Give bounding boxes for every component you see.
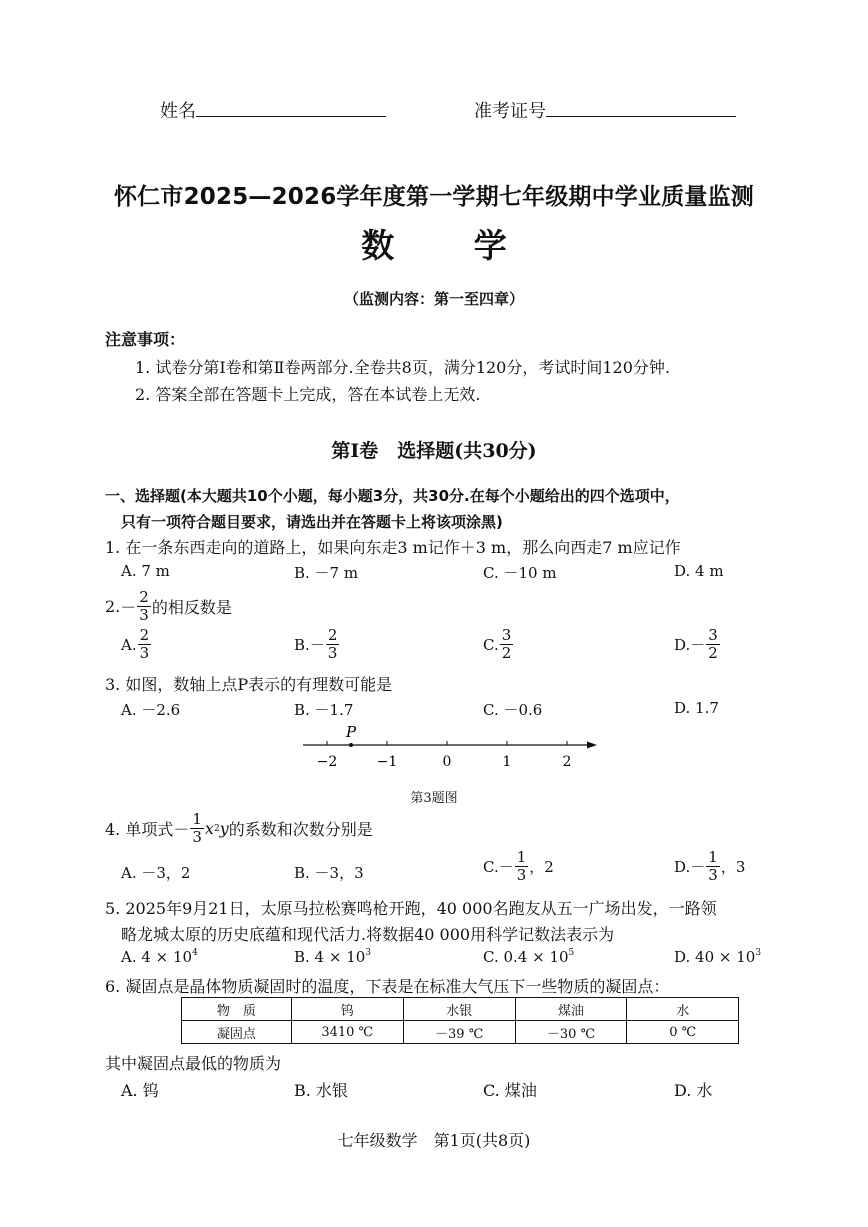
q5-option-c	[483, 948, 574, 966]
note-item: 2. 答案全部在答题卡上完成，答在本试卷上无效.	[135, 385, 481, 404]
q4-fraction	[190, 812, 204, 845]
subject-title: 数 学	[361, 226, 541, 265]
q6-option-d: D. 水	[674, 1081, 713, 1100]
figure-caption: 第3题图	[410, 791, 458, 806]
point-p-label: P	[345, 723, 357, 741]
number-line-tick-label: 1	[502, 754, 512, 770]
q1-option-c: C. －10 m	[483, 564, 557, 582]
q2-option-d	[674, 628, 721, 661]
table-header-cell: 物 质	[182, 998, 292, 1021]
q4-sign: －	[173, 820, 190, 839]
exam-id-label: 准考证号	[474, 101, 546, 122]
option-label: C.	[483, 635, 499, 654]
q2-option-a	[121, 628, 152, 661]
number-line-tick-label: 0	[442, 754, 452, 770]
q5-option-d	[674, 948, 761, 966]
question-3-stem: 3. 如图，数轴上点P表示的有理数可能是	[105, 675, 393, 694]
section-title: 第Ⅰ卷 选择题(共30分)	[331, 440, 537, 462]
q6-option-c: C. 煤油	[483, 1081, 537, 1100]
option-fraction	[326, 628, 340, 661]
q2-option-c	[483, 628, 514, 661]
q4-stem-tail: 的系数和次数分别是	[228, 820, 373, 839]
q4-variable-y: y	[219, 819, 229, 838]
number-line-tick-label: −2	[316, 754, 338, 770]
table-header-cell: 水银	[403, 998, 515, 1021]
q6-option-b: B. 水银	[294, 1081, 348, 1100]
q2-stem-tail: 的相反数是	[151, 598, 232, 617]
option-exponent: 4	[192, 948, 198, 958]
question-6-stem: 6. 凝固点是晶体物质凝固时的温度，下表是在标准大气压下一些物质的凝固点：	[105, 977, 670, 996]
q4-option-b: B. －3，3	[294, 864, 364, 882]
q4-option-d	[674, 850, 745, 883]
option-fraction	[515, 850, 529, 883]
page-footer: 七年级数学 第1页(共8页)	[337, 1131, 531, 1150]
freezing-point-table	[181, 997, 739, 1044]
number-line-figure	[295, 720, 605, 772]
option-label: A.	[121, 635, 137, 654]
option-base: B. 4 × 10	[294, 948, 366, 966]
q1-option-d: D. 4 m	[674, 562, 724, 580]
table-cell: －30 ℃	[515, 1021, 627, 1044]
option-label: B.	[294, 635, 310, 654]
option-base: D. 40 × 10	[674, 948, 756, 966]
option-base: C. 0.4 × 10	[483, 948, 569, 966]
scope-note: （监测内容：第一至四章）	[343, 290, 524, 308]
q1-option-b: B. －7 m	[294, 564, 359, 582]
q3-option-b: B. －1.7	[294, 701, 354, 719]
part-instructions: 一、选择题(本大题共10个小题，每小题3分，共30分.在每个小题给出的四个选项中，	[105, 487, 680, 505]
note-item: 1. 试卷分第Ⅰ卷和第Ⅱ卷两部分.全卷共8页，满分120分，考试时间120分钟.	[135, 358, 670, 377]
q5-option-a	[121, 948, 198, 966]
option-sign: －	[690, 858, 706, 876]
name-field	[160, 97, 386, 123]
option-exponent: 5	[568, 948, 575, 958]
option-numerator: 3	[708, 626, 718, 644]
q3-option-d: D. 1.7	[674, 699, 719, 717]
option-fraction	[500, 628, 514, 661]
number-line-arrow	[587, 742, 597, 749]
q4-variable-x: x	[204, 819, 214, 838]
q2-sign: －	[120, 598, 137, 617]
option-numerator: 1	[516, 848, 527, 866]
exam-title: 怀仁市2025—2026学年度第一学期七年级期中学业质量监测	[113, 184, 755, 210]
number-line-tick-label: 2	[562, 754, 572, 770]
table-cell: 0 ℃	[627, 1021, 739, 1044]
q2-fraction	[137, 590, 151, 623]
q4-exponent: 2	[213, 823, 220, 834]
option-sign: －	[309, 636, 325, 654]
option-label: D.	[674, 635, 691, 654]
option-numerator: 2	[139, 626, 150, 644]
q1-option-a: A. 7 m	[121, 562, 170, 580]
q2-denominator: 3	[139, 606, 149, 624]
table-header-row	[182, 998, 739, 1021]
q4-numerator: 1	[192, 810, 202, 828]
question-4-stem	[105, 812, 373, 845]
option-exponent: 3	[365, 948, 372, 958]
table-header-cell: 水	[627, 998, 739, 1021]
option-tail: ，2	[529, 858, 554, 876]
option-numerator: 1	[708, 848, 718, 866]
question-5-line2: 略龙城太原的历史底蕴和现代活力.将数据40 000用科学记数法表示为	[121, 925, 615, 944]
name-label: 姓名	[160, 101, 196, 122]
option-numerator: 3	[501, 626, 512, 644]
q3-option-c: C. －0.6	[483, 701, 543, 719]
question-5-line1: 5. 2025年9月21日，太原马拉松赛鸣枪开跑，40 000名跑友从五一广场出发，一路领	[105, 899, 717, 918]
option-denominator: 3	[327, 644, 338, 662]
option-numerator: 2	[327, 626, 338, 644]
option-denominator: 3	[516, 866, 527, 884]
q6-option-a: A. 钨	[121, 1081, 159, 1100]
name-blank	[196, 99, 386, 117]
exam-id-field	[474, 97, 736, 123]
q4-option-a: A. －3，2	[121, 864, 191, 882]
option-tail: ，3	[720, 858, 746, 876]
option-denominator: 2	[501, 644, 512, 662]
option-sign: －	[690, 636, 706, 654]
question-1-stem: 1. 在一条东西走向的道路上，如果向东走3 m记作＋3 m，那么向西走7 m应记作	[105, 538, 681, 557]
table-cell: 凝固点	[182, 1021, 292, 1044]
option-sign: －	[498, 858, 514, 876]
option-label: C.	[483, 857, 499, 876]
option-denominator: 3	[708, 866, 718, 884]
q4-denominator: 3	[192, 828, 202, 846]
question-2-stem	[105, 590, 232, 623]
question-6-follow: 其中凝固点最低的物质为	[105, 1054, 282, 1073]
table-cell: 3410 ℃	[291, 1021, 403, 1044]
q4-number: 4. 单项式	[105, 820, 174, 839]
option-exponent: 3	[755, 948, 762, 958]
point-p	[349, 743, 353, 747]
q3-option-a: A. －2.6	[121, 701, 181, 719]
q2-numerator: 2	[139, 588, 149, 606]
exam-id-blank	[546, 99, 736, 117]
q2-number: 2.	[105, 597, 121, 616]
q5-option-b	[294, 948, 371, 966]
table-cell: －39 ℃	[403, 1021, 515, 1044]
q2-option-b	[294, 628, 340, 661]
table-header-cell: 钨	[291, 998, 403, 1021]
table-row	[182, 1021, 739, 1044]
part-instructions-cont: 只有一项符合题目要求，请选出并在答题卡上将该项涂黑)	[121, 513, 503, 531]
table-header-cell: 煤油	[515, 998, 627, 1021]
option-denominator: 3	[139, 644, 150, 662]
option-label: D.	[674, 857, 691, 876]
option-base: A. 4 × 10	[121, 948, 193, 966]
q4-option-c	[483, 850, 554, 883]
option-fraction	[138, 628, 152, 661]
notes-heading: 注意事项：	[105, 330, 186, 349]
option-fraction	[706, 628, 720, 661]
option-denominator: 2	[708, 644, 718, 662]
option-fraction	[706, 850, 720, 883]
number-line-tick-label: −1	[376, 754, 398, 770]
